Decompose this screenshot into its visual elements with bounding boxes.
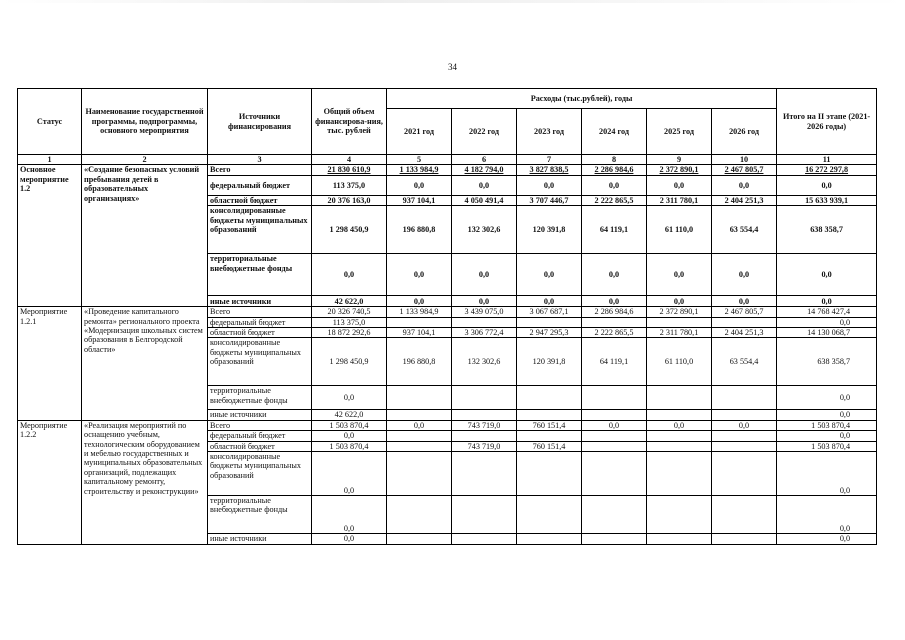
- year-value-cell: [647, 496, 712, 534]
- table-row: [18, 165, 877, 175]
- total-cell: 0,0: [312, 386, 387, 410]
- year-value-cell: [712, 496, 777, 534]
- year-value-cell: [452, 452, 517, 496]
- year-value-cell: [712, 386, 777, 410]
- stage-total-cell: 0,0: [777, 496, 877, 534]
- year-value-cell: 2 222 865,5: [582, 195, 647, 205]
- year-value-cell: 2 404 251,3: [712, 328, 777, 338]
- year-value-cell: 0,0: [452, 175, 517, 195]
- year-value-cell: [582, 410, 647, 420]
- year-value-cell: 0,0: [387, 296, 452, 307]
- stage-total-cell: 0,0: [777, 175, 877, 195]
- year-value-cell: 2 467 805,7: [712, 307, 777, 317]
- stage-total-cell: 0,0: [777, 296, 877, 307]
- year-value-cell: [582, 452, 647, 496]
- header-row: [18, 89, 877, 109]
- year-value-cell: 2 311 780,1: [647, 328, 712, 338]
- header-year: 2026 год: [712, 109, 777, 155]
- total-cell: 0,0: [312, 431, 387, 441]
- stage-total-cell: 0,0: [777, 386, 877, 410]
- total-cell: 113 375,0: [312, 317, 387, 327]
- year-value-cell: 3 707 446,7: [517, 195, 582, 205]
- year-value-cell: [387, 496, 452, 534]
- year-value-cell: [712, 452, 777, 496]
- year-value-cell: 132 302,6: [452, 206, 517, 254]
- year-value-cell: 0,0: [452, 296, 517, 307]
- year-value-cell: [452, 386, 517, 410]
- source-cell: Всего: [208, 420, 312, 430]
- stage-total-cell: 0,0: [777, 410, 877, 420]
- year-value-cell: 196 880,8: [387, 206, 452, 254]
- col-number: 9: [647, 155, 712, 165]
- year-value-cell: 743 719,0: [452, 420, 517, 430]
- year-value-cell: 0,0: [647, 420, 712, 430]
- source-cell: территориальные внебюджетные фонды: [208, 254, 312, 296]
- name-cell: «Проведение капитального ремонта» регионального проекта «Модернизация школьных систем образования в Белгородской области»: [82, 307, 208, 421]
- total-cell: 0,0: [312, 254, 387, 296]
- year-value-cell: [647, 452, 712, 496]
- col-number: 6: [452, 155, 517, 165]
- total-cell: 0,0: [312, 496, 387, 534]
- year-value-cell: [387, 431, 452, 441]
- year-value-cell: 120 391,8: [517, 338, 582, 386]
- year-value-cell: 2 372 890,1: [647, 307, 712, 317]
- year-value-cell: [517, 431, 582, 441]
- total-cell: 21 830 610,9: [312, 165, 387, 175]
- year-value-cell: [387, 452, 452, 496]
- table-row: [18, 420, 877, 430]
- total-cell: 20 326 740,5: [312, 307, 387, 317]
- year-value-cell: [517, 317, 582, 327]
- source-cell: федеральный бюджет: [208, 175, 312, 195]
- year-value-cell: 120 391,8: [517, 206, 582, 254]
- year-value-cell: 3 827 838,5: [517, 165, 582, 175]
- year-value-cell: 4 182 794,0: [452, 165, 517, 175]
- year-value-cell: 0,0: [712, 254, 777, 296]
- year-value-cell: 0,0: [387, 254, 452, 296]
- year-value-cell: [517, 452, 582, 496]
- year-value-cell: 743 719,0: [452, 441, 517, 451]
- source-cell: Всего: [208, 307, 312, 317]
- year-value-cell: 0,0: [647, 254, 712, 296]
- year-value-cell: [712, 410, 777, 420]
- source-cell: федеральный бюджет: [208, 317, 312, 327]
- year-value-cell: 0,0: [582, 420, 647, 430]
- year-value-cell: 61 110,0: [647, 206, 712, 254]
- year-value-cell: 0,0: [582, 175, 647, 195]
- year-value-cell: 0,0: [517, 296, 582, 307]
- year-value-cell: 2 947 295,3: [517, 328, 582, 338]
- header-total-volume: Общий объем финансирова-ния, тыс. рублей: [312, 89, 387, 155]
- year-value-cell: [452, 317, 517, 327]
- year-value-cell: 61 110,0: [647, 338, 712, 386]
- year-value-cell: 0,0: [712, 420, 777, 430]
- year-value-cell: 2 222 865,5: [582, 328, 647, 338]
- year-value-cell: 2 286 984,6: [582, 165, 647, 175]
- year-value-cell: [582, 317, 647, 327]
- year-value-cell: [582, 496, 647, 534]
- source-cell: областной бюджет: [208, 441, 312, 451]
- header-stage-total: Итого на II этапе (2021-2026 годы): [777, 89, 877, 155]
- year-value-cell: [387, 317, 452, 327]
- status-cell: Мероприятие 1.2.2: [18, 420, 82, 544]
- source-cell: территориальные внебюджетные фонды: [208, 386, 312, 410]
- year-value-cell: [647, 410, 712, 420]
- year-value-cell: 2 467 805,7: [712, 165, 777, 175]
- stage-total-cell: 16 272 297,8: [777, 165, 877, 175]
- year-value-cell: [712, 431, 777, 441]
- header-status: Статус: [18, 89, 82, 155]
- year-value-cell: [582, 534, 647, 545]
- header-year: 2023 год: [517, 109, 582, 155]
- stage-total-cell: 638 358,7: [777, 338, 877, 386]
- year-value-cell: 2 372 890,1: [647, 165, 712, 175]
- year-value-cell: [647, 431, 712, 441]
- year-value-cell: [582, 386, 647, 410]
- year-value-cell: 0,0: [387, 420, 452, 430]
- year-value-cell: 3 306 772,4: [452, 328, 517, 338]
- year-value-cell: 0,0: [452, 254, 517, 296]
- total-cell: 18 872 292,6: [312, 328, 387, 338]
- source-cell: консолидированные бюджеты муниципальных образований: [208, 452, 312, 496]
- stage-total-cell: 0,0: [777, 317, 877, 327]
- source-cell: территориальные внебюджетные фонды: [208, 496, 312, 534]
- year-value-cell: 0,0: [582, 254, 647, 296]
- year-value-cell: [452, 534, 517, 545]
- source-cell: иные источники: [208, 296, 312, 307]
- stage-total-cell: 0,0: [777, 431, 877, 441]
- status-cell: Мероприятие 1.2.1: [18, 307, 82, 421]
- year-value-cell: 63 554,4: [712, 206, 777, 254]
- col-number: 10: [712, 155, 777, 165]
- year-value-cell: [517, 496, 582, 534]
- year-value-cell: 63 554,4: [712, 338, 777, 386]
- year-value-cell: [452, 410, 517, 420]
- stage-total-cell: 1 503 870,4: [777, 441, 877, 451]
- page-number: 34: [448, 62, 457, 72]
- col-number: 11: [777, 155, 877, 165]
- col-number: 2: [82, 155, 208, 165]
- year-value-cell: [712, 441, 777, 451]
- stage-total-cell: 14 768 427,4: [777, 307, 877, 317]
- source-cell: иные источники: [208, 410, 312, 420]
- year-value-cell: 196 880,8: [387, 338, 452, 386]
- year-value-cell: [712, 317, 777, 327]
- financing-table: [17, 88, 877, 545]
- stage-total-cell: 638 358,7: [777, 206, 877, 254]
- col-number: 4: [312, 155, 387, 165]
- year-value-cell: 132 302,6: [452, 338, 517, 386]
- source-cell: консолидированные бюджеты муниципальных образований: [208, 206, 312, 254]
- year-value-cell: 937 104,1: [387, 195, 452, 205]
- stage-total-cell: 0,0: [777, 254, 877, 296]
- year-value-cell: 0,0: [517, 175, 582, 195]
- name-cell: «Создание безопасных условий пребывания детей в образовательных организациях»: [82, 165, 208, 307]
- year-value-cell: [517, 534, 582, 545]
- year-value-cell: 0,0: [387, 175, 452, 195]
- year-value-cell: [452, 496, 517, 534]
- source-cell: областной бюджет: [208, 195, 312, 205]
- header-year: 2025 год: [647, 109, 712, 155]
- year-value-cell: 64 119,1: [582, 206, 647, 254]
- year-value-cell: 0,0: [517, 254, 582, 296]
- year-value-cell: 64 119,1: [582, 338, 647, 386]
- total-cell: 1 503 870,4: [312, 420, 387, 430]
- year-value-cell: [387, 386, 452, 410]
- total-cell: 1 503 870,4: [312, 441, 387, 451]
- year-value-cell: [452, 431, 517, 441]
- total-cell: 42 622,0: [312, 410, 387, 420]
- total-cell: 0,0: [312, 452, 387, 496]
- year-value-cell: [387, 534, 452, 545]
- scan-edge: [0, 0, 905, 3]
- year-value-cell: [647, 386, 712, 410]
- year-value-cell: 2 311 780,1: [647, 195, 712, 205]
- header-year: 2024 год: [582, 109, 647, 155]
- total-cell: 1 298 450,9: [312, 206, 387, 254]
- year-value-cell: 4 050 491,4: [452, 195, 517, 205]
- col-number: 5: [387, 155, 452, 165]
- year-value-cell: [647, 534, 712, 545]
- year-value-cell: 0,0: [712, 296, 777, 307]
- total-cell: 20 376 163,0: [312, 195, 387, 205]
- source-cell: Всего: [208, 165, 312, 175]
- year-value-cell: 760 151,4: [517, 441, 582, 451]
- year-value-cell: 0,0: [582, 296, 647, 307]
- stage-total-cell: 14 130 068,7: [777, 328, 877, 338]
- status-cell: Основное мероприятие 1.2: [18, 165, 82, 307]
- stage-total-cell: 0,0: [777, 534, 877, 545]
- col-number: 3: [208, 155, 312, 165]
- stage-total-cell: 1 503 870,4: [777, 420, 877, 430]
- year-value-cell: [582, 431, 647, 441]
- year-value-cell: [387, 441, 452, 451]
- year-value-cell: 3 067 687,1: [517, 307, 582, 317]
- year-value-cell: [517, 410, 582, 420]
- year-value-cell: [582, 441, 647, 451]
- year-value-cell: 0,0: [647, 296, 712, 307]
- year-value-cell: [517, 386, 582, 410]
- table-body: [18, 165, 877, 545]
- total-cell: 1 298 450,9: [312, 338, 387, 386]
- header-year: 2021 год: [387, 109, 452, 155]
- col-number: 7: [517, 155, 582, 165]
- stage-total-cell: 15 633 939,1: [777, 195, 877, 205]
- stage-total-cell: 0,0: [777, 452, 877, 496]
- year-value-cell: 1 133 984,9: [387, 307, 452, 317]
- total-cell: 0,0: [312, 534, 387, 545]
- source-cell: иные источники: [208, 534, 312, 545]
- col-number: 8: [582, 155, 647, 165]
- source-cell: федеральный бюджет: [208, 431, 312, 441]
- year-value-cell: 760 151,4: [517, 420, 582, 430]
- column-number-row: [18, 155, 877, 165]
- name-cell: «Реализация мероприятий по оснащению учебным, технологическим оборудованием и мебелью государственных и муниципальных образовательных организаций, подлежащих капитальному ремонту, строительству и реконструкции»: [82, 420, 208, 544]
- total-cell: 113 375,0: [312, 175, 387, 195]
- header-name: Наименование государственной программы, подпрограммы, основного мероприятия: [82, 89, 208, 155]
- source-cell: консолидированные бюджеты муниципальных образований: [208, 338, 312, 386]
- year-value-cell: [712, 534, 777, 545]
- year-value-cell: 937 104,1: [387, 328, 452, 338]
- source-cell: областной бюджет: [208, 328, 312, 338]
- year-value-cell: 0,0: [647, 175, 712, 195]
- year-value-cell: [387, 410, 452, 420]
- year-value-cell: 0,0: [712, 175, 777, 195]
- year-value-cell: 3 439 075,0: [452, 307, 517, 317]
- total-cell: 42 622,0: [312, 296, 387, 307]
- header-year: 2022 год: [452, 109, 517, 155]
- col-number: 1: [18, 155, 82, 165]
- year-value-cell: [647, 441, 712, 451]
- header-sources: Источники финансирования: [208, 89, 312, 155]
- year-value-cell: [647, 317, 712, 327]
- header-expenses: Расходы (тыс.рублей), годы: [387, 89, 777, 109]
- year-value-cell: 2 286 984,6: [582, 307, 647, 317]
- year-value-cell: 1 133 984,9: [387, 165, 452, 175]
- year-value-cell: 2 404 251,3: [712, 195, 777, 205]
- table-row: [18, 307, 877, 317]
